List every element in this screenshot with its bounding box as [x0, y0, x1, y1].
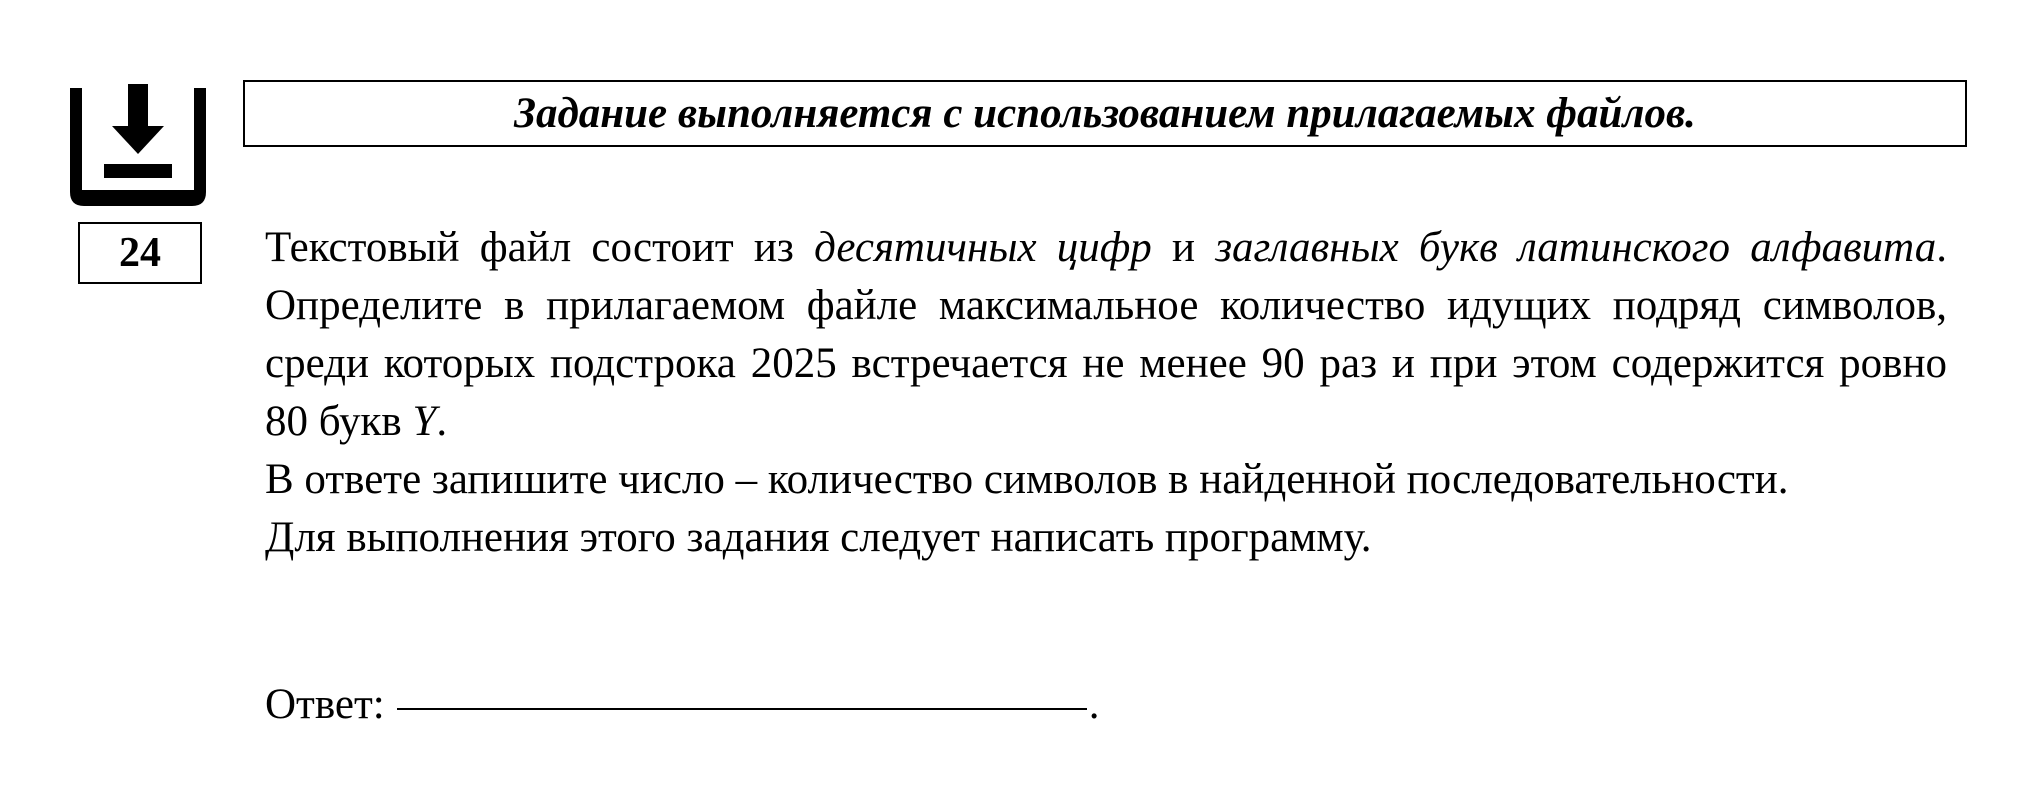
p1-emphasis-digits: десятичных цифр [814, 224, 1152, 271]
p1-emphasis-y: Y [412, 398, 437, 445]
p1-text-1: Текстовый файл состоит из [265, 224, 815, 271]
attached-files-banner: Задание выполняется с использованием прилагаемых файлов. [243, 80, 1967, 147]
p1-text-4: . [436, 398, 448, 445]
task-text [265, 219, 1947, 567]
answer-row [265, 670, 1099, 734]
task-paragraph-3: Для выполнения этого задания следует написать программу. [265, 514, 1372, 561]
task-paragraph-2: В ответе запишите число – количество символов в найденной последовательности. [265, 456, 1789, 503]
p1-text-2: и [1151, 224, 1216, 271]
download-file-icon [70, 82, 206, 206]
p1-emphasis-letters: заглавных букв латинского алфавита [1215, 224, 1937, 271]
answer-field[interactable] [397, 662, 1087, 710]
task-paragraph-1 [265, 219, 1947, 451]
p1-text-3: . Определите в прилагаемом файле максимальное количество идущих подряд символов, среди которых подстрока 2025 встречается не менее 90 раз и при этом содержится ровно 80 букв [265, 224, 1947, 445]
answer-period: . [1088, 681, 1100, 728]
task-number: 24 [78, 222, 202, 284]
answer-label: Ответ: [265, 681, 385, 728]
